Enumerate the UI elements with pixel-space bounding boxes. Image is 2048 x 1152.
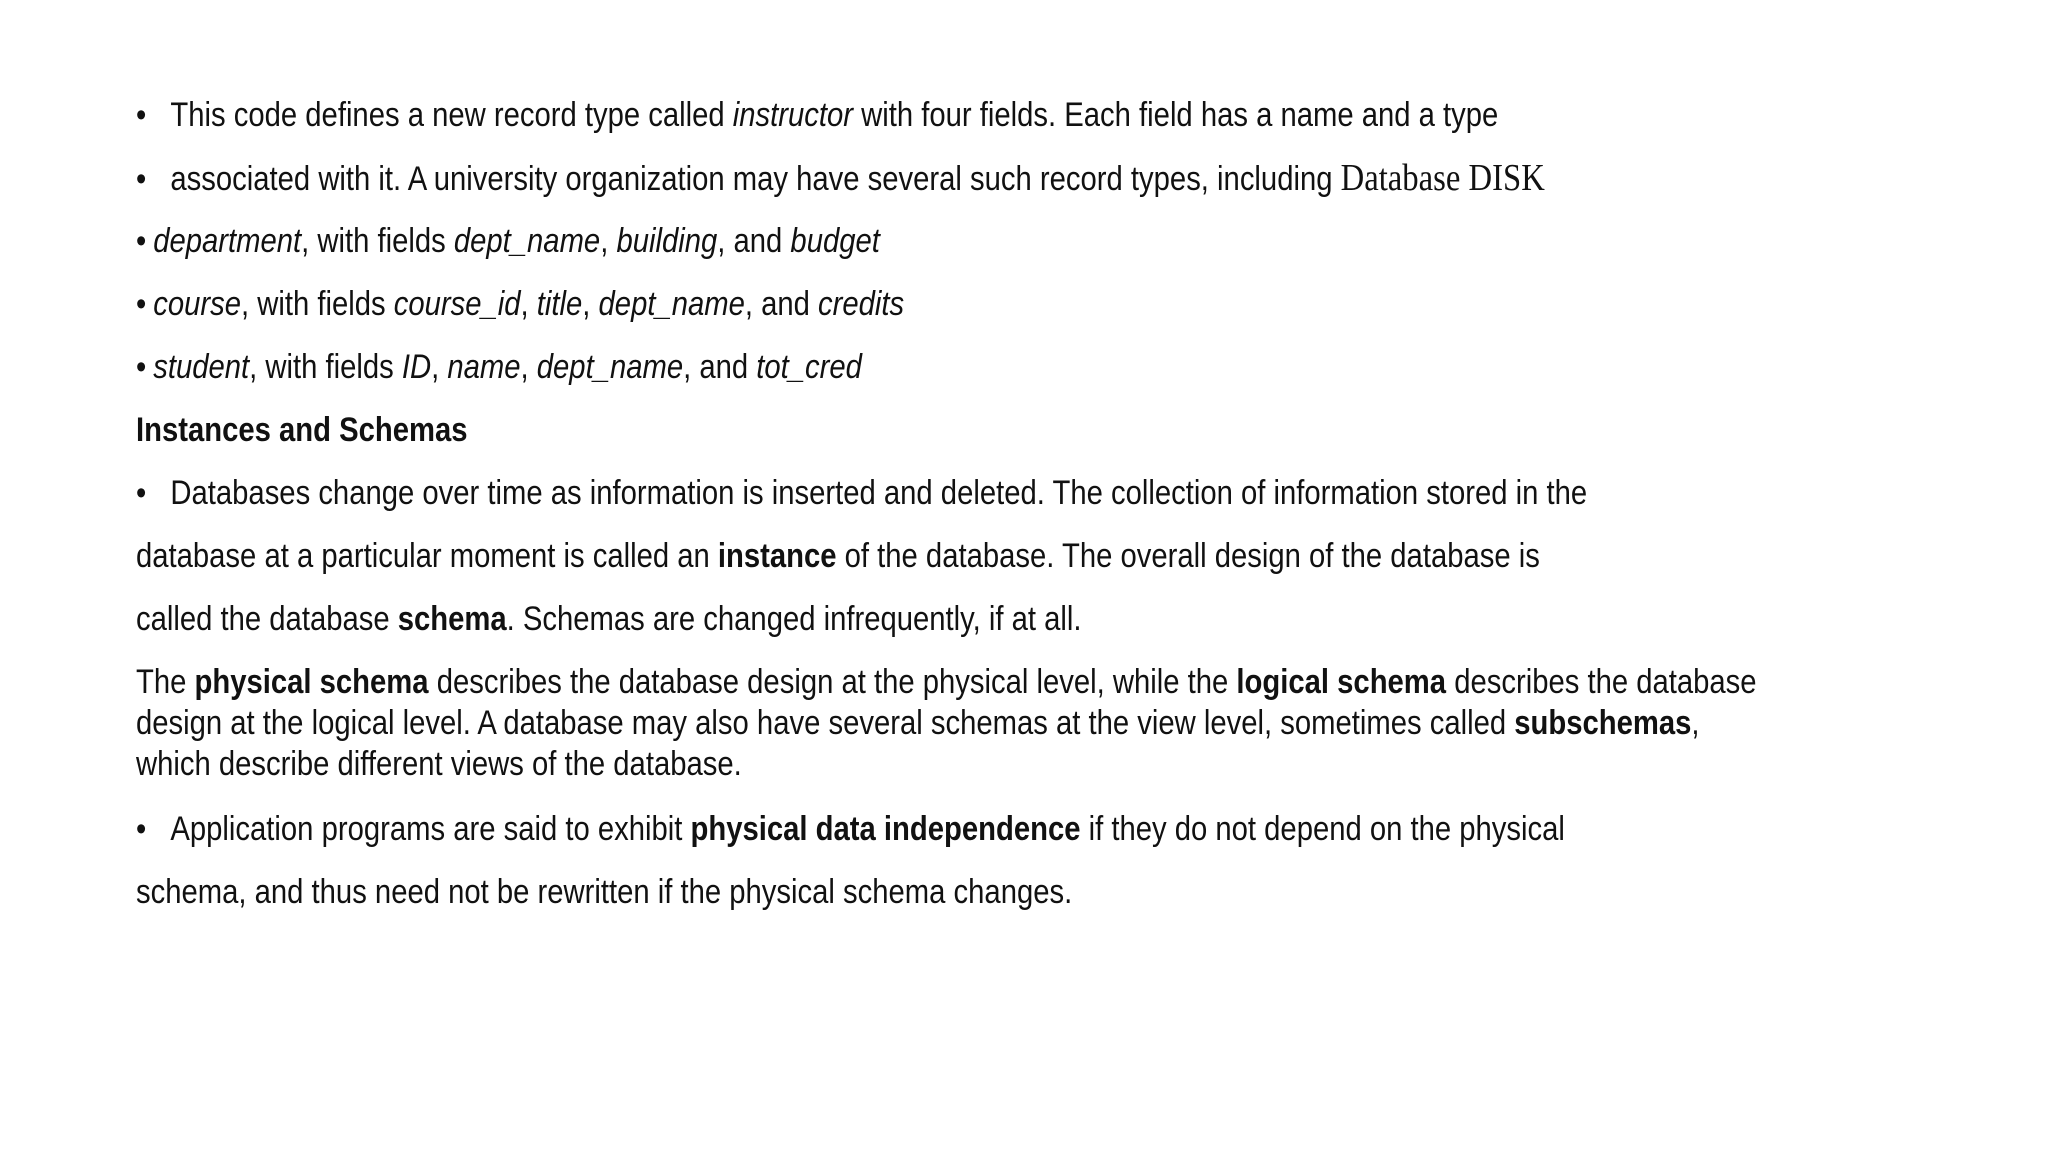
line-schema-rewritten: schema, and thus need not be rewritten if the physical schema changes. bbox=[136, 873, 1073, 911]
text: . Schemas are changed infrequently, if at all. bbox=[506, 600, 1082, 638]
paragraph-line bbox=[136, 702, 2028, 744]
field-dept-name: dept_name bbox=[453, 222, 601, 260]
text: Application programs are said to exhibit bbox=[170, 810, 691, 848]
bullet-line-student bbox=[136, 346, 862, 388]
bullet-line-record-type bbox=[136, 94, 1498, 136]
text: , with fields bbox=[249, 348, 402, 386]
text: , and bbox=[717, 222, 791, 260]
text: of the database. The overall design of the database is bbox=[836, 537, 1540, 575]
text: The bbox=[136, 663, 195, 701]
field-credits: credits bbox=[818, 285, 905, 323]
bullet-line-application bbox=[136, 808, 1565, 850]
field-tot-cred: tot_cred bbox=[756, 348, 862, 386]
field-name: name bbox=[447, 348, 521, 386]
bullet-icon: • bbox=[136, 810, 147, 848]
section-heading: Instances and Schemas bbox=[136, 411, 468, 449]
bullet-icon: • bbox=[136, 96, 147, 134]
text: This code defines a new record type called bbox=[170, 96, 733, 134]
term-department: department bbox=[153, 222, 302, 260]
field-id: ID bbox=[401, 348, 432, 386]
line-schema bbox=[136, 598, 1081, 640]
term-student: student bbox=[153, 348, 250, 386]
text: , bbox=[520, 285, 537, 323]
field-course-id: course_id bbox=[393, 285, 521, 323]
paragraph-schemas bbox=[136, 661, 2028, 785]
field-dept-name: dept_name bbox=[536, 348, 684, 386]
text: , bbox=[431, 348, 448, 386]
term-course: course bbox=[153, 285, 241, 323]
field-budget: budget bbox=[790, 222, 880, 260]
text: describes the database design at the physical level, while the bbox=[428, 663, 1237, 701]
term-schema: schema bbox=[397, 600, 507, 638]
bullet-line-department bbox=[136, 220, 880, 262]
bullet-line-databases-change bbox=[136, 472, 1587, 514]
text: , with fields bbox=[240, 285, 394, 323]
text: , bbox=[1691, 704, 1700, 742]
text: associated with it. A university organization may have several such record types, including bbox=[170, 160, 1341, 198]
paragraph-line: which describe different views of the database. bbox=[136, 745, 742, 783]
field-building: building bbox=[616, 222, 718, 260]
term-instructor: instructor bbox=[732, 96, 854, 134]
text: , with fields bbox=[301, 222, 454, 260]
term-physical-schema: physical schema bbox=[194, 663, 429, 701]
line-instance bbox=[136, 535, 1540, 577]
paragraph-line bbox=[136, 661, 2028, 703]
text: if they do not depend on the physical bbox=[1080, 810, 1565, 848]
bullet-line-associated bbox=[136, 157, 1545, 200]
text: with four fields. Each field has a name and a type bbox=[853, 96, 1499, 134]
term-physical-data-independence: physical data independence bbox=[690, 810, 1081, 848]
text: design at the logical level. A database may also have several schemas at the view level, sometimes called bbox=[136, 704, 1515, 742]
term-logical-schema: logical schema bbox=[1236, 663, 1447, 701]
text: , and bbox=[744, 285, 819, 323]
serif-text: Database DISK bbox=[1340, 157, 1545, 199]
bullet-icon: • bbox=[136, 160, 147, 198]
bullet-icon: • bbox=[136, 285, 147, 323]
bullet-icon: • bbox=[136, 222, 147, 260]
bullet-icon: • bbox=[136, 474, 147, 512]
term-subschemas: subschemas bbox=[1514, 704, 1692, 742]
text: describes the database bbox=[1446, 663, 1757, 701]
text: , and bbox=[683, 348, 757, 386]
field-title: title bbox=[536, 285, 583, 323]
text: , bbox=[600, 222, 617, 260]
bullet-line-course bbox=[136, 283, 904, 325]
text: , bbox=[582, 285, 599, 323]
text: called the database bbox=[136, 600, 398, 638]
text: Databases change over time as information is inserted and deleted. The collection of information stored in the bbox=[170, 474, 1588, 512]
bullet-icon: • bbox=[136, 348, 147, 386]
text: database at a particular moment is called an bbox=[136, 537, 718, 575]
field-dept-name: dept_name bbox=[598, 285, 745, 323]
text: , bbox=[520, 348, 537, 386]
term-instance: instance bbox=[717, 537, 837, 575]
